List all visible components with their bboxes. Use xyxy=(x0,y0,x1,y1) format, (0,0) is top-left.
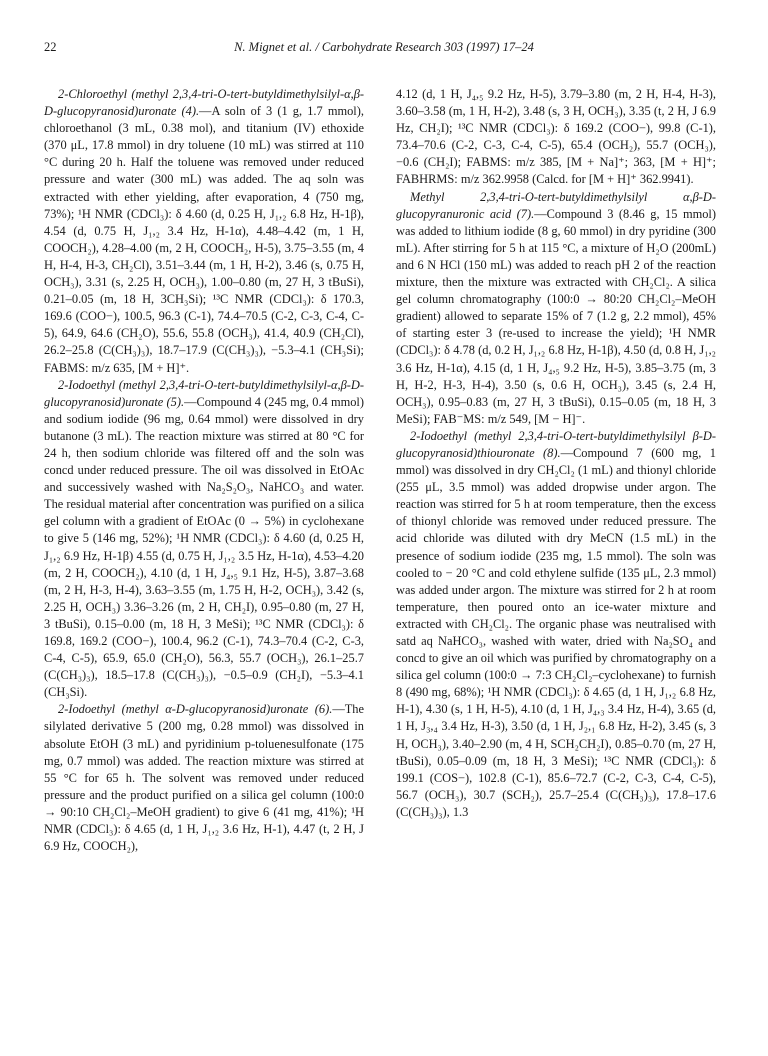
compound-6-text: —The silylated derivative 5 (200 mg, 0.28 mmol) was dissolved in absolute EtOH (3 mL) and pyridinium p-toluenesulfonate (175 mg, 0.7 mmol) was added. The reaction mixture was stirred at 55 °C for 65 h. The solvent was removed under reduced pressure and the product purified on a silica gel column (100:0 → 90:10 CH₂Cl₂–MeOH gradient) to give 6 (41 mg, 41%); ¹H NMR (CDCl₃): δ 4.65 (d, 1 H, J₁,₂ 3.6 Hz, H-1), 4.47 (t, 2 H, J 6.9 Hz, COOCH₂), xyxy=(44,702,364,854)
right-column xyxy=(396,86,716,821)
compound-7-title: Methyl 2,3,4-tri-O-tert-butyldimethylsilyl α,β-D-glucopyranuronic acid (7). xyxy=(396,189,716,221)
compound-6-continued-text: 4.12 (d, 1 H, J₄,₅ 9.2 Hz, H-5), 3.79–3.80 (m, 2 H, H-4, H-3), 3.60–3.58 (m, 1 H, H-2), 3.48 (s, 3 H, OCH₃), 3.35 (t, 2 H, J 6.9 Hz, CH₂I); ¹³C NMR (CDCl₃): δ 169.2 (COO−), 99.8 (C-1), 73.4–70.6 (C-2, C-3, C-4, C-5), 65.4 (OCH₂), 55.7 (OCH₃), −0.6 (CH₂I); FABMS: m/z 385, [M + Na]⁺; 363, [M + H]⁺; FABHRMS: m/z 362.9958 (Calcd. for [M + H]⁺ 362.9941). xyxy=(396,87,716,187)
paragraph-compound-6-continued xyxy=(396,86,716,189)
paragraph-compound-8 xyxy=(396,428,716,821)
compound-5-title: 2-Iodoethyl (methyl 2,3,4-tri-O-tert-butyldimethylsilyl-α,β-D-glucopyranosid)uronate (5). xyxy=(44,377,364,409)
compound-8-title: 2-Iodoethyl (methyl 2,3,4-tri-O-tert-butyldimethylsilyl β-D-glucopyranosid)thiouronate (8). xyxy=(396,428,716,460)
compound-4-text: —A soln of 3 (1 g, 1.7 mmol), chloroethanol (3 mL, 0.38 mol), and titanium (IV) ethoxide (370 μL, 17.8 mmol) in dry toluene (10 mL) was stirred at 110 °C during 20 h. Half the toluene was removed under reduced pressure and water (300 mL) was added. The aq soln was extracted with ether yielding, after evaporation, 4 (750 mg, 73%); ¹H NMR (CDCl₃): δ 4.60 (d, 0.25 H, J₁,₂ 6.8 Hz, H-1β), 4.54 (d, 0.75 H, J₁,₂ 3.4 Hz, H-1α), 4.48–4.42 (m, 1 H, COOCH₂), 4.28–4.00 (m, 2 H, COOCH₂, H-5), 3.75–3.55 (m, 4 H, H-4, H-3, CH₂Cl), 3.51–3.44 (m, 1 H, H-2), 3.46 (s, 0.75 H, OCH₃), 3.31 (s, 2.25 H, OCH₃), 1.00–0.80 (m, 27 H, 3 tBuSi), 0.21–0.05 (m, 18 H, 3CH₃Si); ¹³C NMR (CDCl₃): δ 170.3, 169.6 (COO−), 100.5, 96.3 (C-1), 74.4–70.5 (C-2, C-3, C-4, C-5), 64.9, 64.6 (CH₂O), 55.6, 55.8 (OCH₃), 41.4, 40.9 (CH₂Cl), 26.2–25.8 (C(CH₃)₃), 18.7–17.9 (C(CH₃)₃), −5.3–4.1 (CH₃Si); FABMS: m/z 635, [M + H]⁺. xyxy=(44,104,364,375)
running-head: N. Mignet et al. / Carbohydrate Research 303 (1997) 17–24 xyxy=(234,40,534,54)
paragraph-compound-6 xyxy=(44,701,364,855)
compound-8-text: —Compound 7 (600 mg, 1 mmol) was dissolved in dry CH₂Cl₂ (1 mL) and thionyl chloride (255 μL, 3.5 mmol) was added dropwise under argon. The reaction was stirred for 5 h at room temperature, then the excess of thionyl chloride was removed under reduced pressure. The acid chloride was diluted with dry MeCN (1.5 mL) in the presence of sodium iodide (235 mg, 1.5 mmol). The soln was cooled to − 20 °C and cold ethylene sulfide (135 μL, 2.3 mmol) was added under argon. The mixture was stirred for 2 h at room temperature, then poured onto an ice-water mixture and extracted with CH₂Cl₂. The organic phase was neutralised with satd aq NaHCO₃, washed with water, dried with Na₂SO₄ and concd to give an oil which was purified by chromatography on a silica gel column (100:0 → 7:3 CH₂Cl₂–cyclohexane) to furnish 8 (490 mg, 68%); ¹H NMR (CDCl₃): δ 4.65 (d, 1 H, J₁,₂ 6.8 Hz, H-1), 4.30 (s, 1 H, H-5), 4.10 (d, 1 H, J₄,₃ 3.4 Hz, H-4), 3.65 (d, 1 H, J₃,₄ 3.4 Hz, H-3), 3.50 (d, 1 H, J₂,₁ 6.8 Hz, H-2), 3.45 (s, 3 H, OCH₃), 3.40–2.90 (m, 4 H, SCH₂CH₂I), 0.85–0.70 (m, 27 H, tBuSi), 0.05–0.09 (m, 18 H, 3 MeSi); ¹³C NMR (CDCl₃): δ 199.1 (COS−), 102.8 (C-1), 85.6–72.7 (C-2, C-3, C-4, C-5), 56.7 (OCH₃), 30.7 (SCH₂), 25.7–25.4 (C(CH₃)₃), 17.8–17.6 (C(CH₃)₃), 1.3 xyxy=(396,445,716,819)
left-column xyxy=(44,86,364,855)
paragraph-compound-4 xyxy=(44,86,364,377)
compound-6-title: 2-Iodoethyl (methyl α-D-glucopyranosid)uronate (6). xyxy=(58,702,333,717)
paragraph-compound-7 xyxy=(396,189,716,428)
compound-5-text: —Compound 4 (245 mg, 0.4 mmol) and sodium iodide (96 mg, 0.64 mmol) were dissolved in dry butanone (3 mL). The reaction mixture was stirred at 80 °C for 24 h, then sodium chloride was filtered off and the soln was concd under reduced pressure. The oil was dissolved in EtOAc and successively washed with Na₂S₂O₃, NaHCO₃ and water. The residual material after concentration was purified on a silica gel column with a gradient of EtOAc (0 → 5%) in cyclohexane to give 5 (146 mg, 52%); ¹H NMR (CDCl₃): δ 4.60 (d, 0.25 H, J₁,₂ 6.9 Hz, H-1β) 4.55 (d, 0.75 H, J₁,₂ 3.5 Hz, H-1α), 4.53–4.20 (m, 2 H, COOCH₂), 4.10 (d, 1 H, J₄,₅ 9.1 Hz, H-5), 3.87–3.68 (m, 2 H, H-3, H-4), 3.63–3.55 (m, 1.75 H, H-2, OCH₃), 3.42 (s, 2.25 H, OCH₃) 3.36–3.26 (m, 2 H, CH₂I), 0.95–0.80 (m, 27 H, 3 tBuSi), 0.15–0.00 (m, 18 H, 3 MeSi); ¹³C NMR (CDCl₃): δ 169.8, 169.2 (COO−), 100.4, 96.2 (C-1), 74.3–70.4 (C-2, C-3, C-4, C-5), 65.9, 65.0 (CH₂O), 56.3, 55.7 (OCH₃), 26.1–25.7 (C(CH₃)₃), 18.5–17.8 (C(CH₃)₃), −0.5–0.9 (CH₂I), −5.3–4.1 (CH₃Si). xyxy=(44,394,364,700)
page-number: 22 xyxy=(44,40,57,54)
compound-7-text: —Compound 3 (8.46 g, 15 mmol) was added to lithium iodide (8 g, 60 mmol) in dry pyridine (300 mL). After stirring for 5 h at 115 °C, a mixture of H₂O (200mL) and 6 N HCl (150 mL) was added to reach pH 2 of the reaction mixture, then the mixture was extracted with CH₂Cl₂. A silica gel column chromatography (100:0 → 80:20 CH₂Cl₂–MeOH gradient) allowed to separate 15% of 7 (1.2 g, 2.2 mmol), 45% of starting ester 3 (re-used to increase the yield); ¹H NMR (CDCl₃): δ 4.78 (d, 0.2 H, J₁,₂ 6.8 Hz, H-1β), 4.50 (d, 0.8 H, J₁,₂ 3.6 Hz, H-1α), 4.15 (d, 1 H, J₄,₅ 9.2 Hz, H-5), 3.85–3.75 (m, 3 H, H-2, H-3, H-4), 3.50 (s, 0.6 H, OCH₃), 3.45 (s, 2.4 H, OCH₃), 0.95–0.83 (m, 27 H, 3 tBuSi), 0.15–0.05 (m, 18 H, 3 MeSi); FAB⁻MS: m/z 549, [M − H]⁻. xyxy=(396,206,716,426)
paragraph-compound-5 xyxy=(44,377,364,702)
compound-4-title: 2-Chloroethyl (methyl 2,3,4-tri-O-tert-butyldimethylsilyl-α,β-D-glucopyranosid)uronate (4). xyxy=(44,87,364,119)
